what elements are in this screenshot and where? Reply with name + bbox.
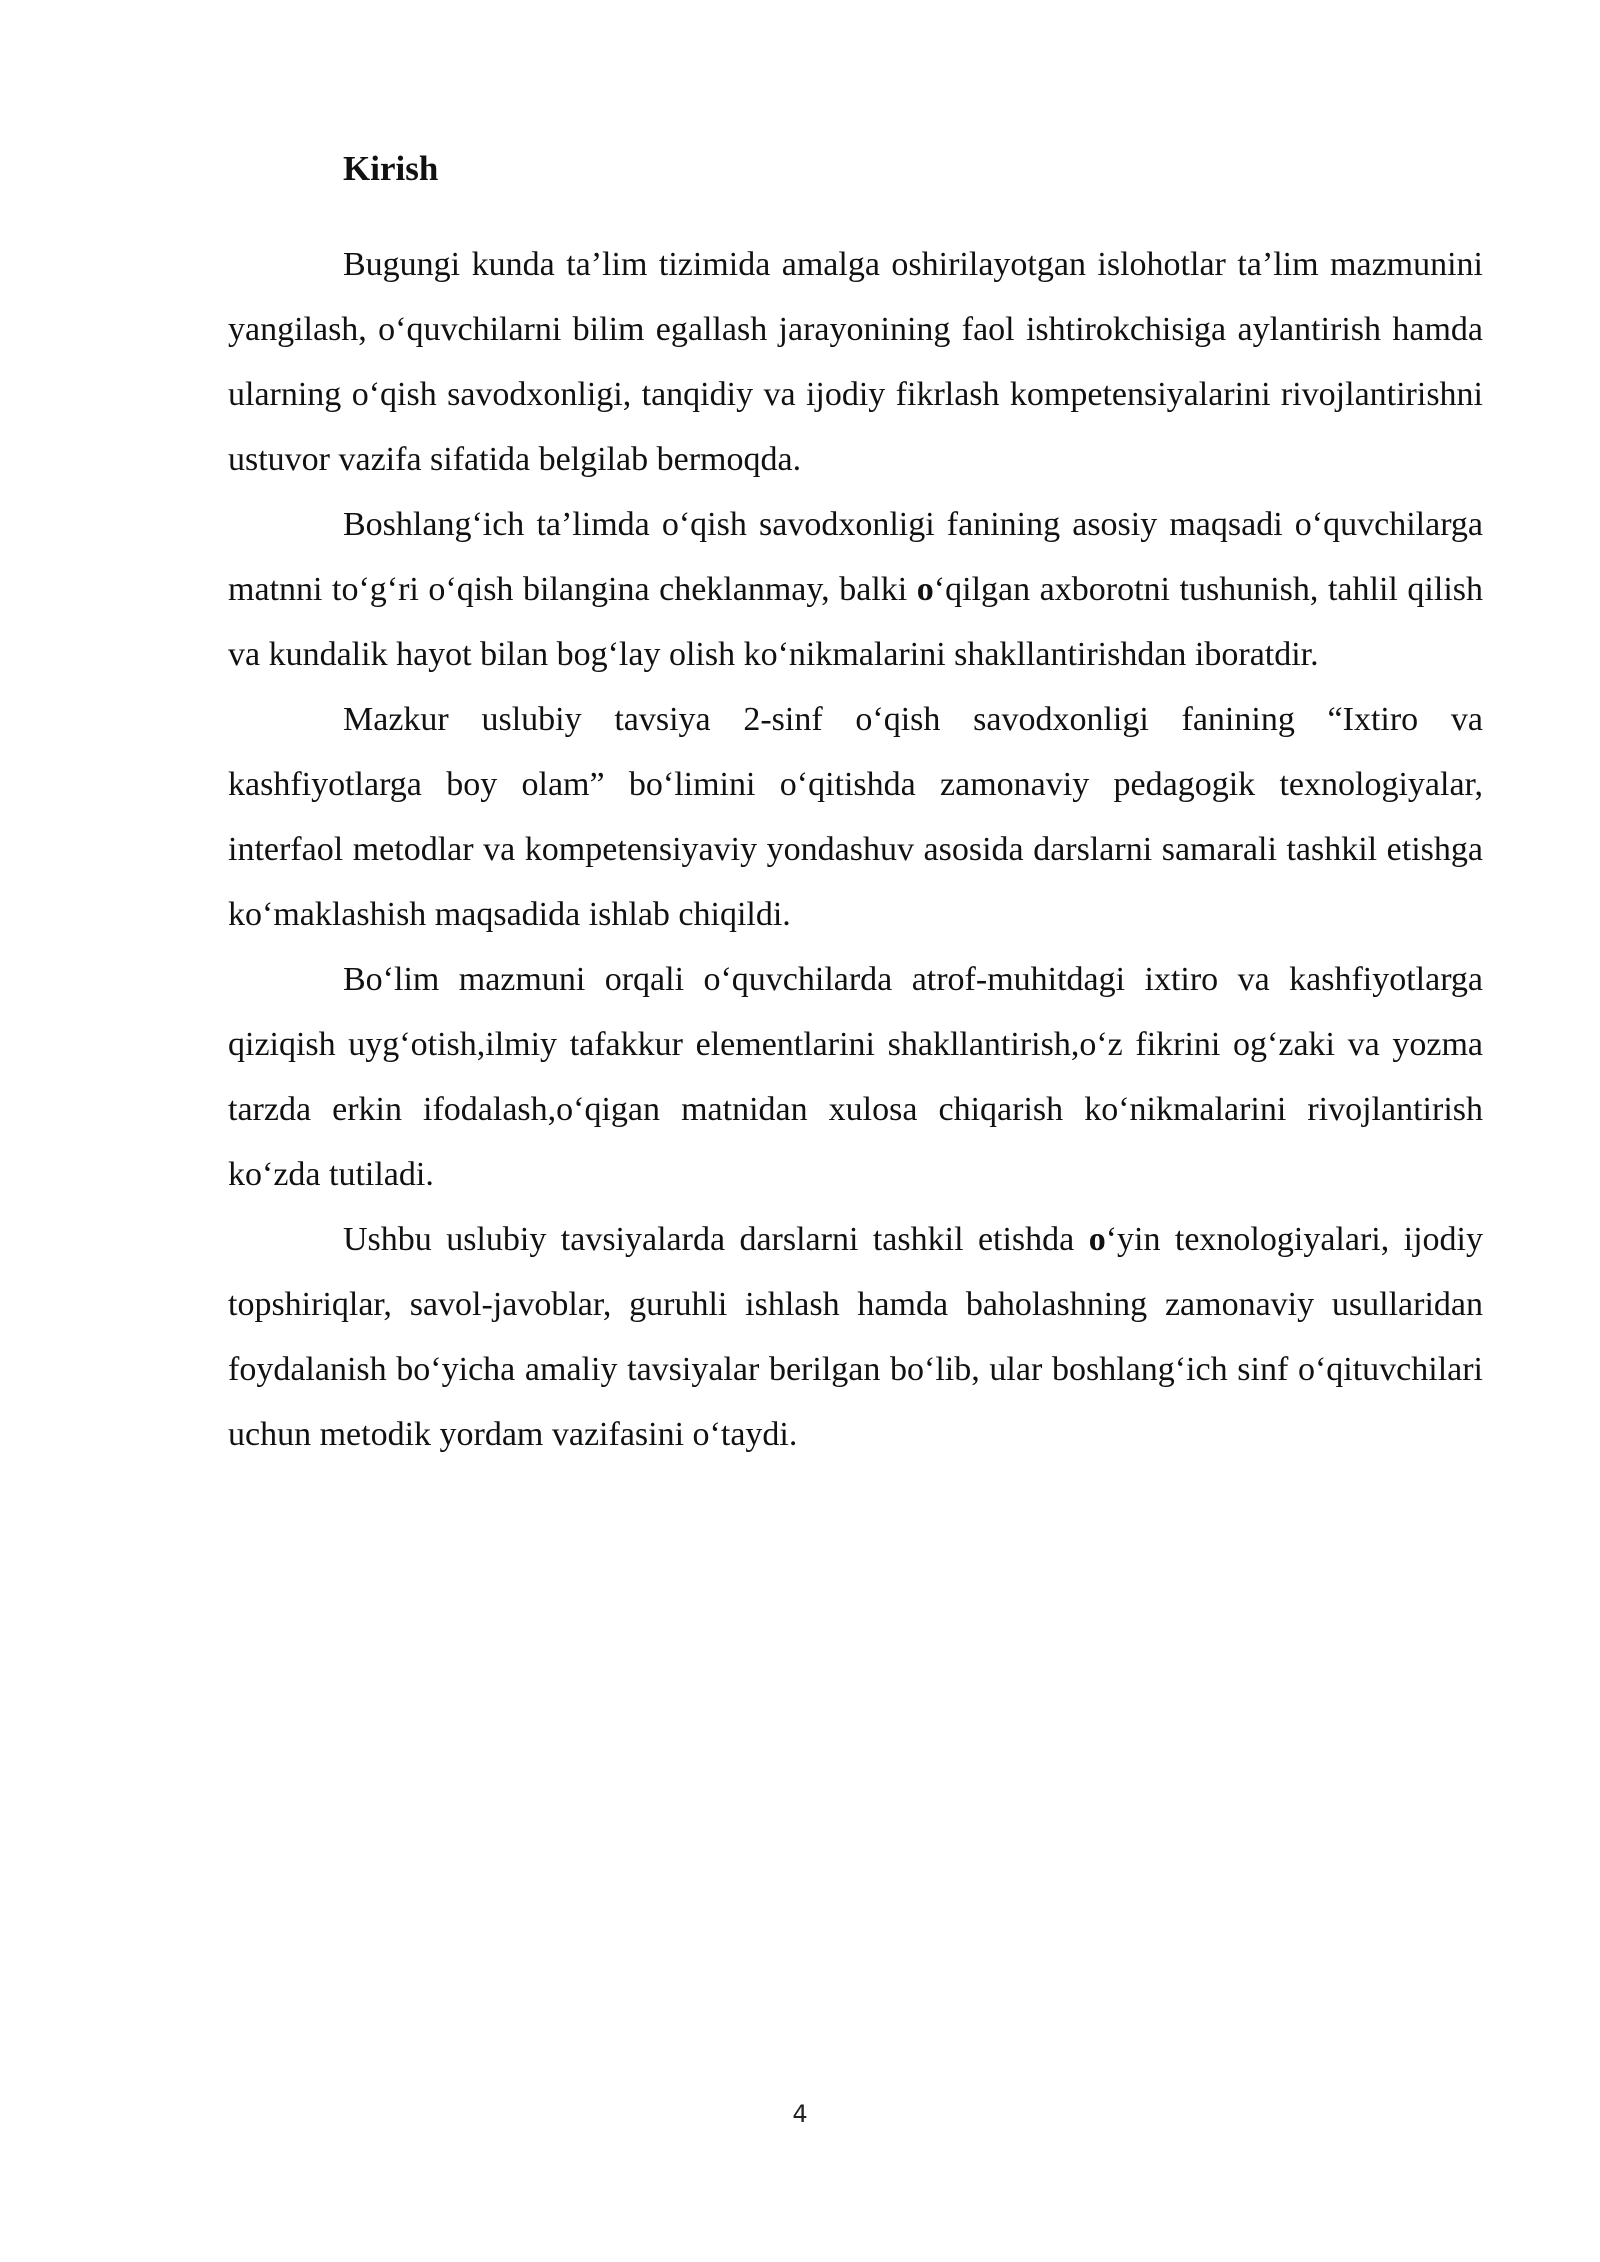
paragraph-2-text-end: ‘qilgan axborotni tushunish, tahlil qilish va kundalik hayot bilan bog‘lay olish ko‘nikmalarini shakllantirishdan iboratdir. [228, 571, 1484, 673]
paragraph-3 [228, 687, 1483, 947]
paragraph-4-text: Bo‘lim mazmuni orqali o‘quvchilarda atrof-muhitdagi ixtiro va kashfiyotlarga qiziqish uyg‘otish,ilmiy tafakkur elementlarini shakllantirish,o‘z fikrini og‘zaki va yozma tarzda erkin ifodalash,o‘qigan matnidan xulosa chiqarish ko‘nikmalarini rivojlantirish ko‘zda tutiladi. [228, 961, 1483, 1193]
section-heading: Kirish [343, 149, 439, 188]
paragraph-5 [228, 1207, 1483, 1467]
paragraph-1 [228, 232, 1483, 492]
paragraph-2-bold-letter: o [916, 571, 934, 608]
paragraph-2 [228, 492, 1483, 687]
paragraph-5-bold-letter: o [1088, 1221, 1106, 1258]
paragraph-5-text-start: Ushbu uslubiy tavsiyalarda darslarni tashkil etishda [343, 1221, 1089, 1258]
document-body [228, 232, 1483, 1467]
paragraph-3-text: Mazkur uslubiy tavsiya 2-sinf o‘qish savodxonligi fanining “Ixtiro va kashfiyotlarga boy olam” bo‘limini o‘qitishda zamonaviy pedagogik texnologiyalar, interfaol metodlar va kompetensiyaviy yondashuv asosida darslarni samarali tashkil etishga ko‘maklashish maqsadida ishlab chiqildi. [228, 701, 1483, 933]
paragraph-4 [228, 947, 1483, 1207]
paragraph-5-text-end: ‘yin texnologiyalari, ijodiy topshiriqlar, savol-javoblar, guruhli ishlash hamda baholashning zamonaviy usullaridan foydalanish bo‘yicha amaliy tavsiyalar berilgan bo‘lib, ular boshlang‘ich sinf o‘qituvchilari uchun metodik yordam vazifasini o‘taydi. [228, 1221, 1483, 1453]
page-number: 4 [792, 2100, 808, 2128]
paragraph-2-text-start: Boshlang‘ich ta’limda o‘qish savodxonligi fanining asosiy maqsadi o‘quvchilarga matnni to‘g‘ri o‘qish bilangina cheklanmay, balki [228, 506, 1483, 608]
paragraph-1-text: Bugungi kunda ta’lim tizimida amalga oshirilayotgan islohotlar ta’lim mazmunini yangilash, o‘quvchilarni bilim egallash jarayonining faol ishtirokchisiga aylantirish hamda ularning o‘qish savodxonligi, tanqidiy va ijodiy fikrlash kompetensiyalarini rivojlantirishni ustuvor vazifa sifatida belgilab bermoqda. [228, 246, 1483, 478]
